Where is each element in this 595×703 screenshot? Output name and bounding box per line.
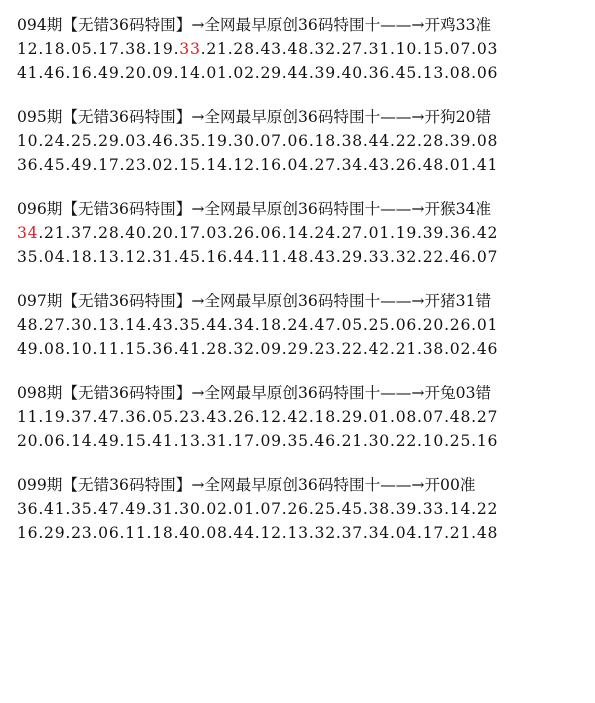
period-block-098 xyxy=(17,381,592,453)
number-run: .21.37.28.40.20.17.03.26.06.14.24.27.01.19.39.36.42 xyxy=(38,224,499,242)
number-row-2: 36.45.49.17.23.02.15.14.12.16.04.27.34.43.26.48.01.41 xyxy=(17,156,499,174)
period-header: 097期【无错36码特围】→全网最早原创36码特围十——→开猪31错 xyxy=(17,292,492,310)
period-block-096 xyxy=(17,197,592,269)
hit-number: 33 xyxy=(179,40,201,58)
period-header: 099期【无错36码特围】→全网最早原创36码特围十——→开00准 xyxy=(17,476,476,494)
hit-number: 34 xyxy=(17,224,39,242)
number-row-2: 41.46.16.49.20.09.14.01.02.29.44.39.40.36.45.13.08.06 xyxy=(17,64,499,82)
period-header: 095期【无错36码特围】→全网最早原创36码特围十——→开狗20错 xyxy=(17,108,492,126)
number-row-2: 16.29.23.06.11.18.40.08.44.12.13.32.37.34.04.17.21.48 xyxy=(17,524,499,542)
number-row-1 xyxy=(17,221,592,245)
predictions-list xyxy=(17,13,592,565)
period-block-097 xyxy=(17,289,592,361)
number-run: 12.18.05.17.38.19. xyxy=(17,40,180,58)
number-row-2: 35.04.18.13.12.31.45.16.44.11.48.43.29.33.32.22.46.07 xyxy=(17,248,499,266)
period-block-094 xyxy=(17,13,592,85)
number-row-1 xyxy=(17,37,592,61)
period-block-099 xyxy=(17,473,592,545)
number-row-1: 11.19.37.47.36.05.23.43.26.12.42.18.29.01.08.07.48.27 xyxy=(17,408,499,426)
period-header: 098期【无错36码特围】→全网最早原创36码特围十——→开兔03错 xyxy=(17,384,492,402)
number-row-1: 36.41.35.47.49.31.30.02.01.07.26.25.45.38.39.33.14.22 xyxy=(17,500,499,518)
number-run: .21.28.43.48.32.27.31.10.15.07.03 xyxy=(200,40,499,58)
number-row-1: 48.27.30.13.14.43.35.44.34.18.24.47.05.25.06.20.26.01 xyxy=(17,316,499,334)
number-row-2: 20.06.14.49.15.41.13.31.17.09.35.46.21.30.22.10.25.16 xyxy=(17,432,499,450)
period-header: 096期【无错36码特围】→全网最早原创36码特围十——→开猴34准 xyxy=(17,200,492,218)
number-row-1: 10.24.25.29.03.46.35.19.30.07.06.18.38.44.22.28.39.08 xyxy=(17,132,499,150)
period-header: 094期【无错36码特围】→全网最早原创36码特围十——→开鸡33准 xyxy=(17,16,492,34)
period-block-095 xyxy=(17,105,592,177)
number-row-2: 49.08.10.11.15.36.41.28.32.09.29.23.22.42.21.38.02.46 xyxy=(17,340,499,358)
